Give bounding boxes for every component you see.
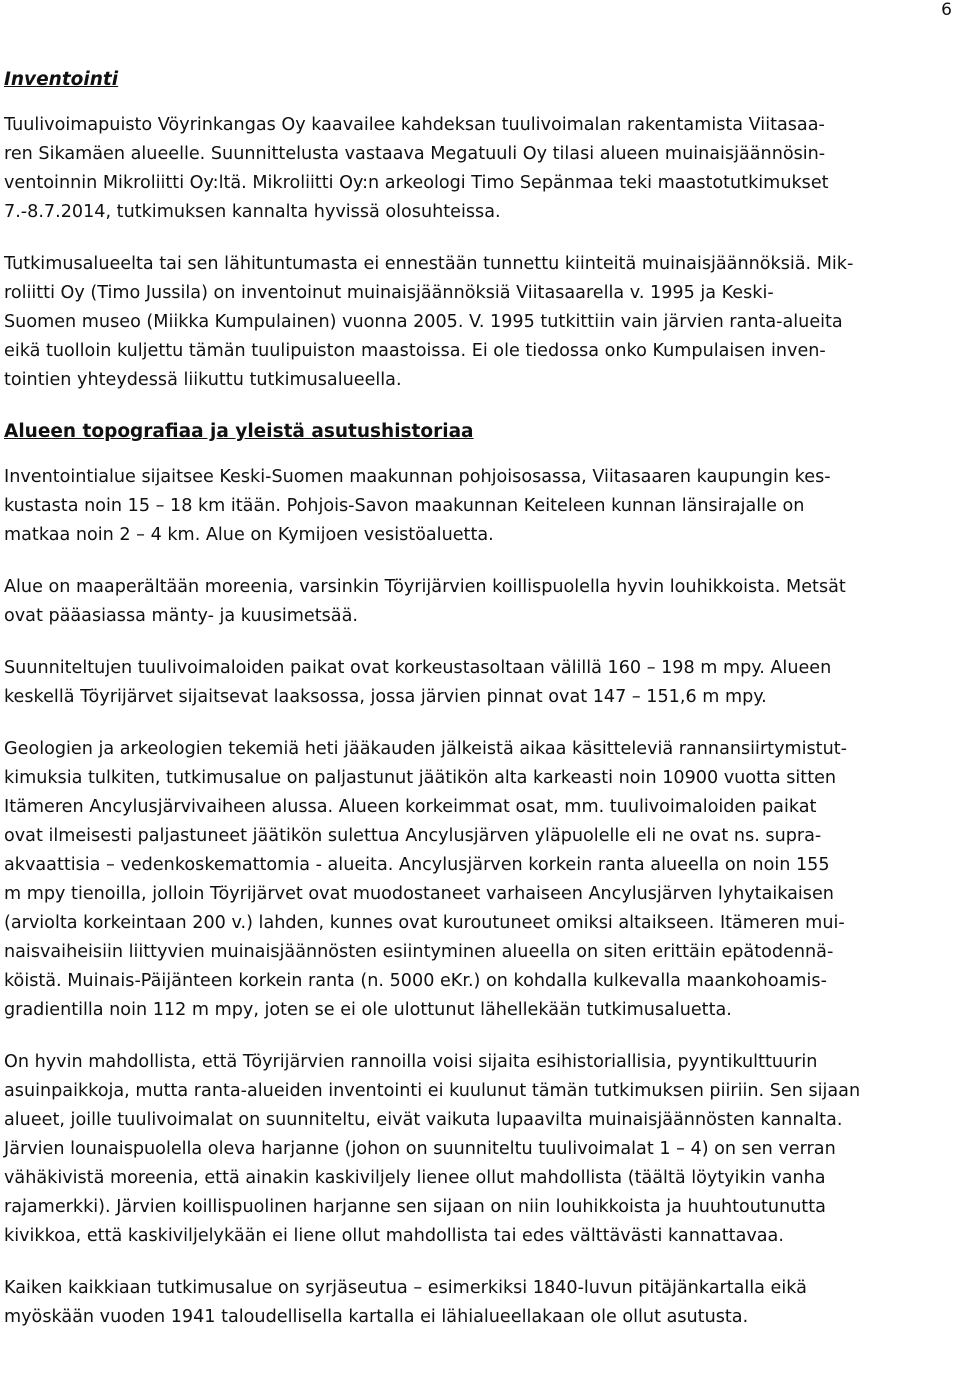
text-line: asuinpaikkoja, mutta ranta-alueiden inventointi ei kuulunut tämän tutkimuksen piiriin. Sen sijaan bbox=[4, 1081, 861, 1101]
text-line: Tuulivoimapuisto Vöyrinkangas Oy kaavailee kahdeksan tuulivoimalan rakentamista Viitasaa- bbox=[4, 115, 825, 135]
text-line: tointien yhteydessä liikuttu tutkimusalueella. bbox=[4, 370, 402, 390]
text-line: Geologien ja arkeologien tekemiä heti jääkauden jälkeistä aikaa käsitteleviä rannansiirtymistut- bbox=[4, 739, 847, 759]
paragraph bbox=[4, 1274, 954, 1332]
text-line: 7.-8.7.2014, tutkimuksen kannalta hyvissä olosuhteissa. bbox=[4, 202, 501, 222]
text-line: keskellä Töyrijärvet sijaitsevat laaksossa, jossa järvien pinnat ovat 147 – 151,6 m mpy. bbox=[4, 687, 767, 707]
document-body bbox=[4, 66, 954, 1355]
paragraph bbox=[4, 654, 954, 712]
text-line: naisvaiheisiin liittyvien muinaisjäännösten esiintyminen alueella on siten erittäin epätodennä- bbox=[4, 942, 834, 962]
paragraph bbox=[4, 1048, 954, 1251]
text-line: Järvien lounaispuolella oleva harjanne (johon on suunniteltu tuulivoimalat 1 – 4) on sen verran bbox=[4, 1139, 836, 1159]
text-line: alueet, joille tuulivoimalat on suunniteltu, eivät vaikuta lupaavilta muinaisjäännösten kannalta. bbox=[4, 1110, 843, 1130]
text-line: kimuksia tulkiten, tutkimusalue on paljastunut jäätikön alta karkeasti noin 10900 vuotta sitten bbox=[4, 768, 837, 788]
text-line: (arviolta korkeintaan 200 v.) lahden, kunnes ovat kuroutuneet omiksi altaikseen. Itämeren mui- bbox=[4, 913, 845, 933]
section-title-inventointi: Inventointi bbox=[4, 69, 119, 90]
text-line: kustasta noin 15 – 18 km itään. Pohjois-Savon maakunnan Keiteleen kunnan länsirajalle on bbox=[4, 496, 805, 516]
text-line: myöskään vuoden 1941 taloudellisella kartalla ei lähialueellakaan ole ollut asutusta. bbox=[4, 1307, 749, 1327]
text-line: Itämeren Ancylusjärvivaiheen alussa. Alueen korkeimmat osat, mm. tuulivoimaloiden paikat bbox=[4, 797, 817, 817]
text-line: Suomen museo (Miikka Kumpulainen) vuonna 2005. V. 1995 tutkittiin vain järvien ranta-alueita bbox=[4, 312, 843, 332]
text-line: ovat ilmeisesti paljastuneet jäätikön sulettua Ancylusjärven yläpuolelle eli ne ovat ns. supra- bbox=[4, 826, 822, 846]
text-line: matkaa noin 2 – 4 km. Alue on Kymijoen vesistöaluetta. bbox=[4, 525, 494, 545]
text-line: gradientilla noin 112 m mpy, joten se ei ole ulottunut lähellekään tutkimusaluetta. bbox=[4, 1000, 732, 1020]
text-line: Inventointialue sijaitsee Keski-Suomen maakunnan pohjoisosassa, Viitasaaren kaupungin kes- bbox=[4, 467, 831, 487]
text-line: Alue on maaperältään moreenia, varsinkin Töyrijärvien koillispuolella hyvin louhikkoista. Metsät bbox=[4, 577, 846, 597]
text-line: köistä. Muinais-Päijänteen korkein ranta (n. 5000 eKr.) on kohdalla kulkevalla maankohoamis- bbox=[4, 971, 827, 991]
text-line: ventoinnin Mikroliitti Oy:ltä. Mikroliitti Oy:n arkeologi Timo Sepänmaa teki maastotutkimukset bbox=[4, 173, 829, 193]
text-line: kivikkoa, että kaskiviljelykään ei liene ollut mahdollista tai edes välttävästi kannattavaa. bbox=[4, 1226, 784, 1246]
text-line: rajamerkki). Järvien koillispuolinen harjanne sen sijaan on niin louhikkoista ja huuhtoutunutta bbox=[4, 1197, 826, 1217]
text-line: eikä tuolloin kuljettu tämän tuulipuiston maastoissa. Ei ole tiedossa onko Kumpulaisen inven- bbox=[4, 341, 826, 361]
page-number: 6 bbox=[941, 0, 952, 20]
paragraph bbox=[4, 573, 954, 631]
text-line: Kaiken kaikkiaan tutkimusalue on syrjäseutua – esimerkiksi 1840-luvun pitäjänkartalla eikä bbox=[4, 1278, 807, 1298]
text-line: roliitti Oy (Timo Jussila) on inventoinut muinaisjäännöksiä Viitasaarella v. 1995 ja Keski- bbox=[4, 283, 774, 303]
text-line: akvaattisia – vedenkoskemattomia - alueita. Ancylusjärven korkein ranta alueella on noin 155 bbox=[4, 855, 830, 875]
paragraph bbox=[4, 111, 954, 227]
text-line: Suunniteltujen tuulivoimaloiden paikat ovat korkeustasoltaan välillä 160 – 198 m mpy. Alueen bbox=[4, 658, 832, 678]
section-title-topografia: Alueen topografiaa ja yleistä asutushistoriaa bbox=[4, 421, 474, 442]
text-line: m mpy tienoilla, jolloin Töyrijärvet ovat muodostaneet varhaiseen Ancylusjärven lyhytaikaisen bbox=[4, 884, 834, 904]
text-line: ovat pääasiassa mänty- ja kuusimetsää. bbox=[4, 606, 358, 626]
text-line: ren Sikamäen alueelle. Suunnittelusta vastaava Megatuuli Oy tilasi alueen muinaisjäännösin- bbox=[4, 144, 826, 164]
paragraph bbox=[4, 735, 954, 1025]
paragraph bbox=[4, 463, 954, 550]
paragraph bbox=[4, 250, 954, 395]
text-line: Tutkimusalueelta tai sen lähituntumasta ei ennestään tunnettu kiinteitä muinaisjäännöksiä. Mik- bbox=[4, 254, 854, 274]
text-line: On hyvin mahdollista, että Töyrijärvien rannoilla voisi sijaita esihistoriallisia, pyyntikulttuurin bbox=[4, 1052, 818, 1072]
text-line: vähäkivistä moreenia, että ainakin kaskiviljely lienee ollut mahdollista (täältä löytyikin vanha bbox=[4, 1168, 826, 1188]
